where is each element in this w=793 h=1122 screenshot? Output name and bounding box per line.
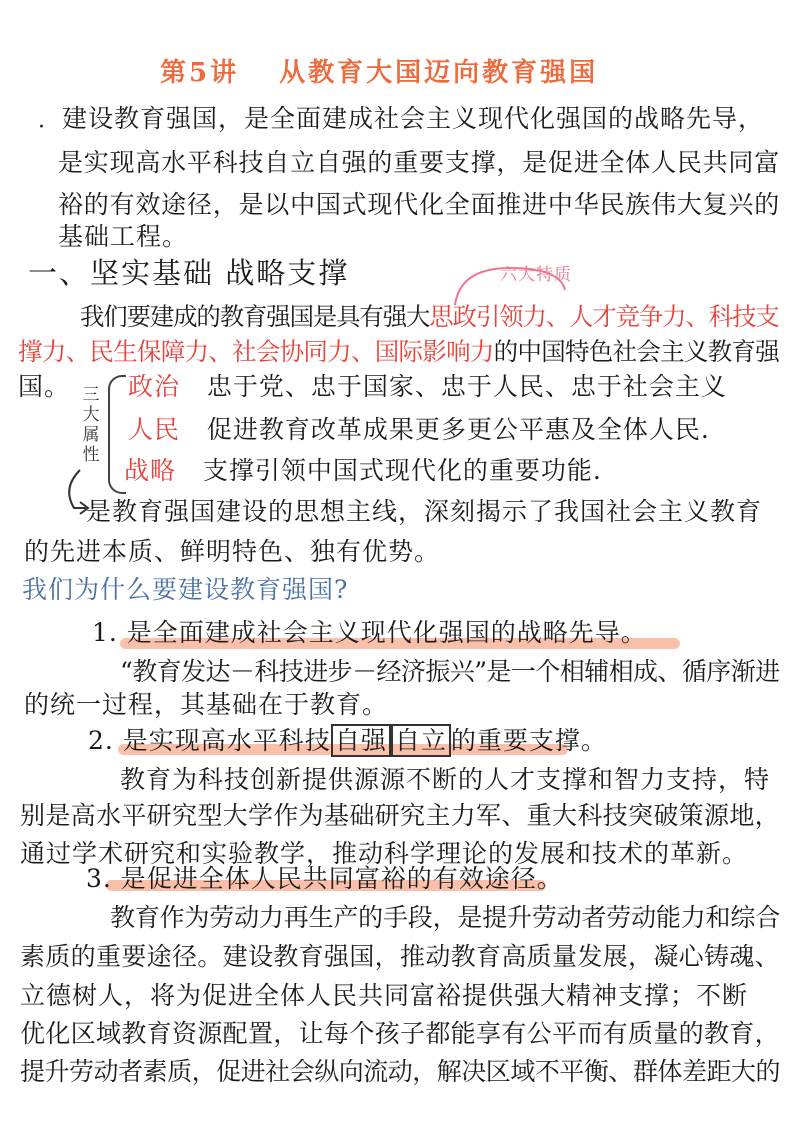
point-2-body-1: 教育为科技创新提供源源不断的人才支撑和智力支持，特 [120,765,771,794]
boxed-word: 自强 [331,724,391,757]
attribute-key: 战略 [124,456,177,485]
attribute-key: 政治 [128,372,181,401]
six-traits-part-1: 思政引领力、人才竞争力、科技支 [429,302,779,331]
attribute-text: 促进教育改革成果更多更公平惠及全体人民. [206,415,710,444]
point-2-body-3: 通过学术研究和实验教学，推动科学理论的发展和技术的革新。 [20,839,749,868]
page-title [160,58,598,88]
para-line-3: 国。 [18,372,71,401]
para-line-1 [80,302,779,332]
brace-label: 三大属性 [82,385,100,465]
annotation-six-traits: 六大特质 [500,265,572,285]
point-2-title [88,726,607,756]
conclusion-line-2: 的先进本质、鲜明特色、独有优势。 [24,537,441,566]
intro-line-2: 是实现高水平科技自立自强的重要支撑，是促进全体人民共同富 [58,148,781,177]
intro-line-3: 裕的有效途径，是以中国式现代化全面推进中华民族伟大复兴的 [58,190,781,219]
lecture-number: 第5讲 [160,58,240,88]
six-traits-part-2: 撑力、民生保障力、社会协同力、国际影响力 [18,337,494,366]
intro-line-4: 基础工程。 [58,222,189,251]
bullet-dot: · [38,115,45,140]
attribute-row-people [128,415,710,445]
point-1-body-2: 的统一过程，其基础在于教育。 [24,690,389,719]
point-2-title-pre: 2. 是实现高水平科技 [88,726,331,755]
point-3-body-1: 教育作为劳动力再生产的手段，是提升劳动者劳动能力和综合 [110,903,781,932]
point-3-body-2: 素质的重要途径。建设教育强国，推动教育高质量发展，凝心铸魂、 [20,942,781,971]
attribute-text: 支撑引领中国式现代化的重要功能. [202,456,602,485]
point-1-title: 1. 是全面建成社会主义现代化强国的战略先导。 [92,618,647,647]
point-2-body-2: 别是高水平研究型大学作为基础研究主力军、重大科技突破策源地， [20,801,781,830]
point-3-body-3: 立德树人，将为促进全体人民共同富裕提供强大精神支撑；不断 [20,981,749,1010]
point-3-body-5: 提升劳动者素质，促进社会纵向流动，解决区域不平衡、群体差距大的 [20,1057,781,1086]
point-1-body-1: “教育发达－科技进步－经济振兴”是一个相辅相成、循序渐进 [120,657,780,686]
lecture-topic: 从教育大国迈向教育强国 [279,58,599,88]
intro-line-1: 建设教育强国，是全面建成社会主义现代化强国的战略先导， [62,104,765,133]
para-line-2 [18,337,779,367]
attribute-row-strategy [124,456,602,486]
point-3-body-4: 优化区域教育资源配置，让每个孩子都能享有公平而有质量的教育， [20,1019,781,1048]
section-heading: 一、坚实基础 战略支撑 [28,256,350,290]
attribute-key: 人民 [128,415,181,444]
conclusion-line-1: 是教育强国建设的思想主线，深刻揭示了我国社会主义教育 [86,497,763,526]
boxed-word: 自立 [391,724,451,757]
point-2-title-post: 的重要支撑。 [450,726,607,755]
attribute-text: 忠于党、忠于国家、忠于人民、忠于社会主义 [206,372,727,401]
why-question: 我们为什么要建设教育强国? [22,575,349,604]
para-line-1-pre: 我们要建成的教育强国是具有强大 [80,302,430,331]
attribute-row-politics [128,372,727,402]
para-line-2-post: 的中国特色社会主义教育强 [493,337,780,366]
point-3-title: 3. 是促进全体人民共同富裕的有效途径。 [86,864,563,893]
